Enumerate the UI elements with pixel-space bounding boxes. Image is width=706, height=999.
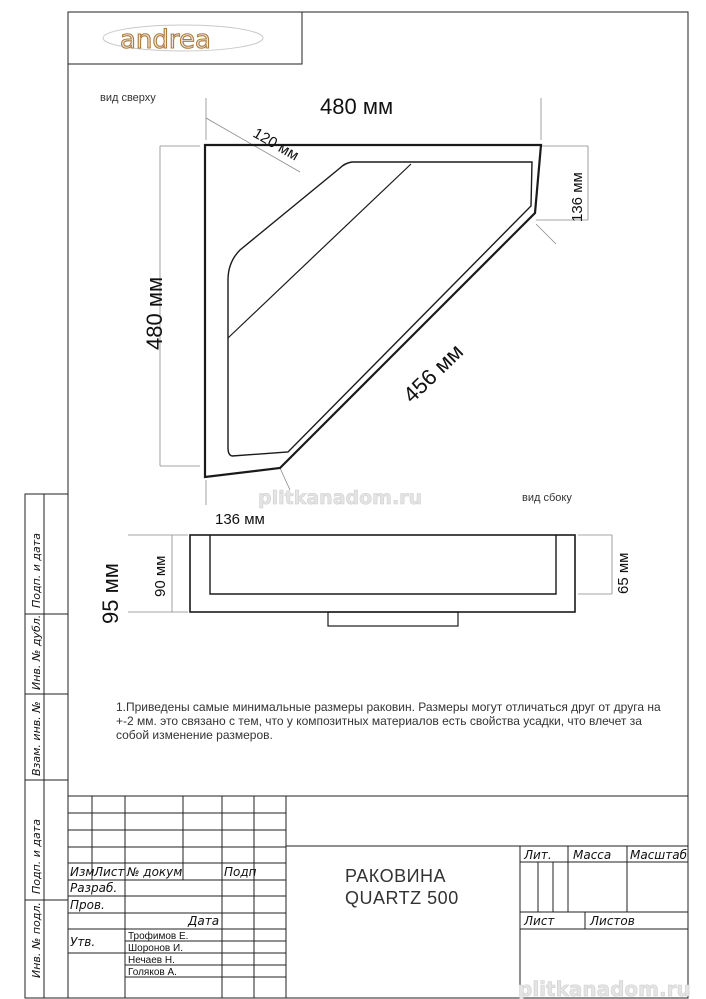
- dim-bottom-side: 136 мм: [215, 511, 265, 528]
- watermark-center: plitkanadom.ru: [258, 487, 423, 509]
- tb-sheets: Листов: [590, 914, 635, 928]
- side-label-replace-inv: Взам. инв. №: [30, 701, 43, 776]
- dim-right-side: 136 мм: [569, 172, 586, 222]
- side-label-sign-date-1: Подп. и дата: [30, 533, 43, 608]
- tb-role-checked: Пров.: [70, 898, 105, 912]
- dimension-note: 1.Приведены самые минимальные размеры раковин. Размеры могут отличаться друг от друга на +-2 мм. это связано с тем, что у композитных материалов есть свойства усадки, что влечет за собой изменение размеров.: [116, 700, 661, 742]
- top-view-outline: [205, 145, 541, 477]
- tb-role-developed: Разраб.: [70, 881, 118, 895]
- top-view-label: вид сверху: [100, 92, 156, 104]
- tb-header-doc: № докум: [127, 865, 183, 879]
- dim-top-width: 480 мм: [320, 94, 394, 119]
- tb-header-date: Дата: [188, 914, 220, 928]
- top-view-drain-line: [228, 164, 411, 338]
- dim-side-height-total: 95 мм: [98, 563, 123, 624]
- side-view-dim-lines: [128, 535, 612, 612]
- tb-header-list: Лист: [94, 865, 125, 879]
- dim-side-height-inner: 90 мм: [152, 555, 169, 597]
- side-view-inner: [210, 535, 556, 594]
- dim-top-depth: 480 мм: [142, 276, 167, 350]
- tb-header-sign: Подп: [224, 865, 257, 879]
- tb-lit: Лит.: [524, 848, 552, 862]
- side-view-outer: [190, 535, 575, 612]
- side-label-dup-inv: Инв. № дубл.: [30, 614, 43, 690]
- tb-role-approved: Утв.: [70, 935, 96, 949]
- tb-mass: Масса: [573, 848, 612, 862]
- top-view-dim-lines: [160, 98, 588, 505]
- side-label-sign-date-2: Подп. и дата: [30, 819, 43, 894]
- tb-title-line1: РАКОВИНА: [345, 866, 447, 886]
- tb-title-line2: QUARTZ 500: [345, 888, 459, 908]
- tb-sheet: Лист: [524, 914, 555, 928]
- side-label-orig-inv: Инв. № подл.: [30, 902, 43, 978]
- top-view-bowl: [228, 162, 532, 456]
- tb-header-izm: Изм: [70, 865, 95, 879]
- logo-text: andrea: [120, 25, 211, 55]
- dim-side-depth: 65 мм: [615, 552, 632, 594]
- dim-front-edge: 456 мм: [398, 338, 469, 408]
- side-view-label: вид сбоку: [522, 492, 572, 504]
- side-strip: [25, 494, 68, 998]
- tb-name-3: Нечаев Н.: [128, 955, 175, 966]
- tb-name-4: Голяков А.: [128, 967, 177, 978]
- side-view-drain: [328, 612, 458, 626]
- watermark-corner: plitkanadom.ru: [518, 977, 691, 999]
- tb-name-2: Шоронов И.: [128, 943, 183, 954]
- dim-back-offset: 120 мм: [250, 124, 302, 165]
- tb-scale: Масштаб: [630, 848, 688, 862]
- tb-name-1: Трофимов Е.: [128, 931, 189, 942]
